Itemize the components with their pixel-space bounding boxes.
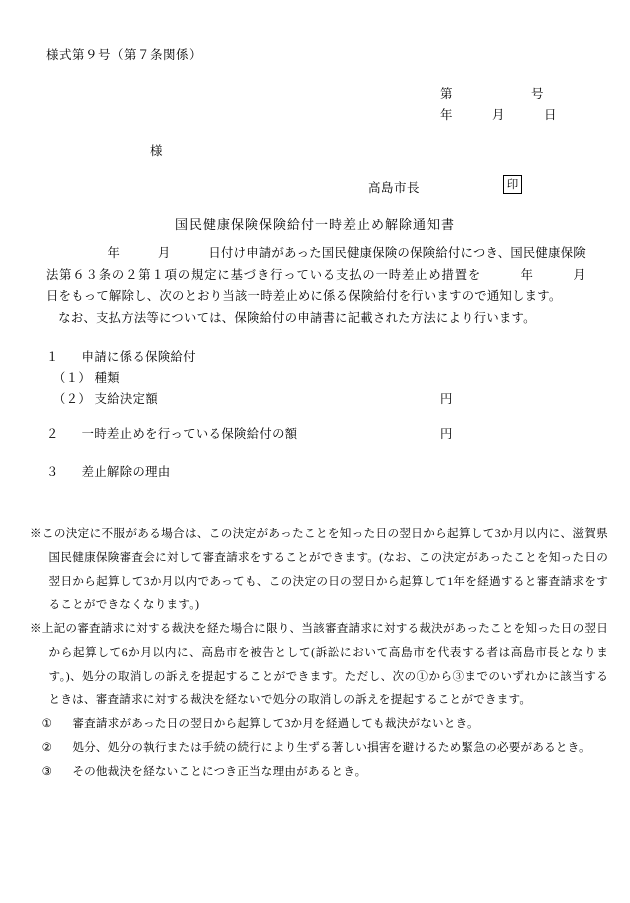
note-item-3: [30, 760, 608, 784]
body-paragraph-1: 年 月 日付け申請があった国民健康保険の保険給付につき、国民健康保険法第６３条の２第１項の規定に基づき行っている支払の一時差止め措置を 年 月 日をもって解除し、次のとおり当該一時差止めに係る保険給付を行いますので通知します。: [46, 246, 624, 304]
addressee-line: 様: [150, 144, 164, 158]
issuer-name: 高島市長: [368, 181, 421, 195]
section-1: [46, 347, 196, 365]
section-1-label: 申請に係る保険給付: [81, 350, 196, 364]
form-number: 様式第９号（第７条関係）: [46, 48, 203, 62]
section-1-2-unit: 円: [440, 392, 453, 406]
seal-stamp-box: 印: [503, 175, 522, 194]
section-2-label: 一時差止めを行っている保険給付の額: [81, 427, 298, 441]
section-2-unit: 円: [440, 427, 453, 441]
note-item-2-mark: ②: [41, 740, 53, 754]
section-1-2-label: 支給決定額: [94, 392, 159, 406]
section-3-number: ３: [46, 465, 59, 479]
section-3: [46, 462, 171, 480]
note-1: ※この決定に不服がある場合は、この決定があったことを知った日の翌日から起算して3か月以内に、滋賀県国民健康保険審査会に対して審査請求をすることができます。(なお、この決定があったことを知った日の翌日から起算して3か月以内であっても、この決定の日の翌日から起算して1年を経過すると審査請求をすることができなくなります。): [30, 527, 608, 612]
section-2: [46, 424, 298, 442]
note-item-2: [30, 736, 608, 760]
note-item-3-text: その他裁決を経ないことにつき正当な理由があるとき。: [72, 764, 367, 778]
section-1-number: １: [46, 350, 59, 364]
note-item-2-text: 処分、処分の執行または手続の続行により生ずる著しい損害を避けるため緊急の必要があるとき。: [72, 740, 591, 754]
section-1-2: [53, 389, 158, 407]
document-number-line: 第 号: [440, 87, 545, 101]
section-1-1-label: 種類: [94, 371, 120, 385]
body-paragraph-2: なお、支払方法等については、保険給付の申請書に記載された方法により行います。: [58, 310, 536, 325]
note-item-1: [30, 712, 608, 736]
note-item-1-text: 審査請求があった日の翌日から起算して3か月を経過しても裁決がないとき。: [72, 717, 479, 731]
section-3-label: 差止解除の理由: [81, 465, 171, 479]
section-1-1: [53, 368, 120, 386]
section-2-number: ２: [46, 427, 59, 441]
note-2: ※上記の審査請求に対する裁決を経た場合に限り、当該審査請求に対する裁決があったことを知った日の翌日から起算して6か月以内に、高島市を被告として(訴訟において高島市を代表する者は高島市長となります。)、処分の取消しの訴えを提起することができます。ただし、次の①から③までのいずれかに該当するときは、審査請求に対する裁決を経ないで処分の取消しの訴えを提起することができます。: [30, 622, 608, 707]
section-1-2-number: （２）: [53, 392, 92, 406]
notes-block: [30, 522, 608, 783]
section-1-1-number: （１）: [53, 371, 92, 385]
document-title: 国民健康保険保険給付一時差止め解除通知書: [174, 217, 455, 232]
note-item-1-mark: ①: [41, 717, 53, 731]
note-item-3-mark: ③: [41, 764, 53, 778]
body-text: [46, 243, 624, 329]
issue-date-line: 年 月 日: [440, 108, 558, 122]
